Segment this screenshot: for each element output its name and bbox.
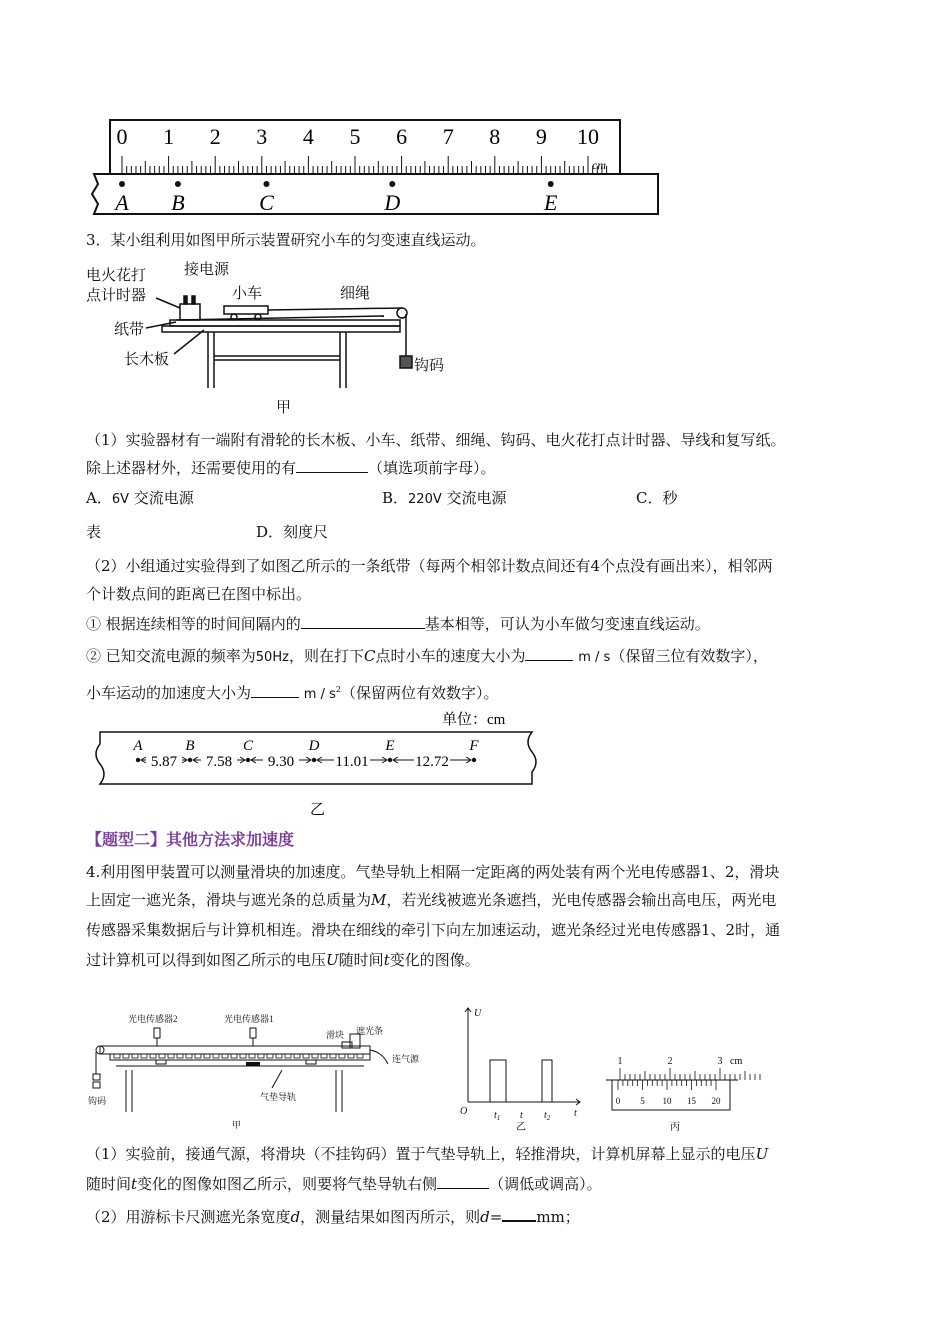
label-board: 长木板 [124,352,170,368]
q4-s1-line1: （1）实验前，接通气源，将滑块（不挂钩码）置于气垫导轨上，轻推滑块，计算机屏幕上显示的电压U [86,1145,769,1163]
q3-p2-line2: 个计数点间的距离已在图中标出。 [86,585,312,603]
tape-point-label: B [185,738,195,754]
fig-caption-jia-4: 甲 [232,1120,242,1130]
label-timer-2: 点计时器 [86,288,147,304]
label-track: 气垫导轨 [260,1092,297,1102]
tape-distance: 12.72 [415,754,449,770]
ruler-number: 7 [442,124,454,149]
ruler-point-dot [119,181,125,187]
tape-dot [472,758,476,762]
q4-s1-line2: 随时间t变化的图像如图乙所示，则要将气垫导轨右侧 （调低或调高）。 [86,1175,602,1193]
ruler-number: 1 [163,124,175,149]
answer-blank-4[interactable] [251,683,299,698]
answer-blank-1[interactable] [296,458,368,473]
q3-p2-line1: （2）小组通过实验得到了如图乙所示的一条纸带（每两个相邻计数点间还有4个点没有画出来），相邻两 [86,557,773,575]
ruler-point-dot [175,181,181,187]
q3-apparatus-figure [84,258,464,418]
q4-line2: 上固定一遮光条，滑块与遮光条的总质量为M，若光线被遮光条遮挡，光电传感器会输出高电压，两光电 [86,891,777,909]
vernier-main-number: 1 [617,1056,623,1067]
vernier-sub-number: 5 [640,1096,645,1106]
option-c: C．秒 [636,489,678,507]
ruler-point-dot [548,181,554,187]
vernier-main-number: 2 [667,1056,673,1067]
tape-distance: 9.30 [267,754,295,770]
ruler-figure [86,112,666,220]
ruler-number: 9 [535,124,547,149]
graph-O: O [460,1106,468,1117]
label-air: 连气源 [392,1054,420,1064]
ruler-number: 6 [396,124,408,149]
vernier-main-number: 3 [717,1056,723,1067]
graph-U: U [474,1008,482,1019]
tape-point-label: E [385,738,395,754]
q3-sub3: 小车运动的加速度大小为 m / $s^2$（保留两位有效数字）。 [86,684,499,702]
q4-line4: 过计算机可以得到如图乙所示的电压U随时间t变化的图像。 [86,951,480,969]
tape-distance: 7.58 [205,754,233,770]
ruler-point-label: B [171,190,185,215]
label-weight4: 钩码 [88,1096,107,1106]
label-power: 接电源 [184,262,230,278]
graph-t1: $t_1$ [494,1110,501,1122]
ruler-point-label: C [259,190,274,215]
vernier-sub-number: 0 [615,1096,621,1106]
tape-dot [136,758,140,762]
vernier-sub-number: 10 [662,1096,672,1106]
label-slider: 滑块 [326,1030,345,1040]
q4-airtrack-figure [86,1012,446,1136]
answer-blank-5[interactable] [437,1174,489,1189]
ruler-number: 10 [577,124,599,149]
q3-p1-line2: 除上述器材外，还需要使用的有 （填选项前字母）。 [86,459,496,477]
fig-caption-jia: 甲 [276,400,292,416]
ruler-number: 2 [209,124,221,149]
tape-distance: 11.01 [335,754,369,770]
q4-line3: 传感器采集数据后与计算机相连。滑块在细线的牵引下向左加速运动，遮光条经过光电传感器1、2时，通 [86,921,781,939]
ruler-point-dot [263,181,269,187]
tape-unit: 单位：cm [442,712,506,728]
option-b: B．220V 交流电源 [382,489,507,507]
label-tape: 纸带 [114,322,145,338]
answer-blank-6[interactable] [502,1206,536,1222]
vernier-unit: cm [730,1056,743,1067]
ruler-number: 3 [256,124,268,149]
tape-point-label: A [133,738,143,754]
label-timer-1: 电火花打 [86,268,147,284]
label-string: 细绳 [340,286,371,302]
tape-dot [188,758,192,762]
tape-dot [312,758,316,762]
ruler-unit: cm [592,158,606,172]
vernier-caption: 丙 [670,1122,680,1133]
ruler-number: 4 [302,124,314,149]
tape-point-label: C [242,738,254,754]
tape-distance: 5.87 [150,754,178,770]
ruler-point-label: E [543,190,558,215]
q3-p1-line1: （1）实验器材有一端附有滑轮的长木板、小车、纸带、细绳、钩码、电火花打点计时器、导线和复写纸。 [86,431,786,449]
tape-dot [388,758,392,762]
label-weight: 钩码 [414,358,445,374]
label-cart: 小车 [232,286,263,302]
label-sensor1: 光电传感器1 [224,1014,274,1024]
ruler-point-label: A [115,190,129,215]
label-sensor2: 光电传感器2 [128,1014,178,1024]
q3-tape-figure [86,706,546,822]
q4-line1: 4.利用图甲装置可以测量滑块的加速度。气垫导轨上相隔一定距离的两处装有两个光电传感器1、2，滑块 [86,863,780,881]
tape-caption: 乙 [310,802,326,818]
tape-dot [246,758,250,762]
q4-s2-line: （2）用游标卡尺测遮光条宽度d，测量结果如图丙所示，则d= mm； [86,1208,580,1226]
graph-caption: 乙 [516,1122,526,1132]
answer-blank-3[interactable] [525,646,573,661]
graph-t2: $t_2$ [544,1110,551,1122]
graph-t-axis: t [574,1108,577,1119]
graph-t: t [520,1110,523,1121]
vernier-sub-number: 15 [687,1096,696,1106]
label-strip: 遮光条 [356,1026,384,1036]
q4-voltage-graph [458,1002,588,1132]
ruler-point-label: D [384,190,401,215]
option-d: D．刻度尺 [256,523,329,541]
option-a: A．6V 交流电源 [86,489,194,507]
answer-blank-2[interactable] [301,614,425,629]
q3-stem: 3．某小组利用如图甲所示装置研究小车的匀变速直线运动。 [86,231,486,249]
q4-vernier-figure [598,1050,768,1134]
ruler-number: 5 [349,124,361,149]
ruler-number: 0 [116,124,128,149]
vernier-sub-number: 20 [711,1096,721,1106]
option-c-cont: 表 [86,523,102,541]
ruler-number: 8 [489,124,501,149]
ruler-point-dot [389,181,395,187]
section-title: 【题型二】其他方法求加速度 [86,830,295,849]
q3-sub2: ② 已知交流电源的频率为50Hz，则在打下C点时小车的速度大小为 m / s（保留三位有效数字）， [86,647,768,665]
tape-point-label: F [469,738,479,754]
tape-point-label: D [308,738,320,754]
q3-sub1: ① 根据连续相等的时间间隔内的 基本相等，可认为小车做匀变速直线运动。 [86,615,710,633]
